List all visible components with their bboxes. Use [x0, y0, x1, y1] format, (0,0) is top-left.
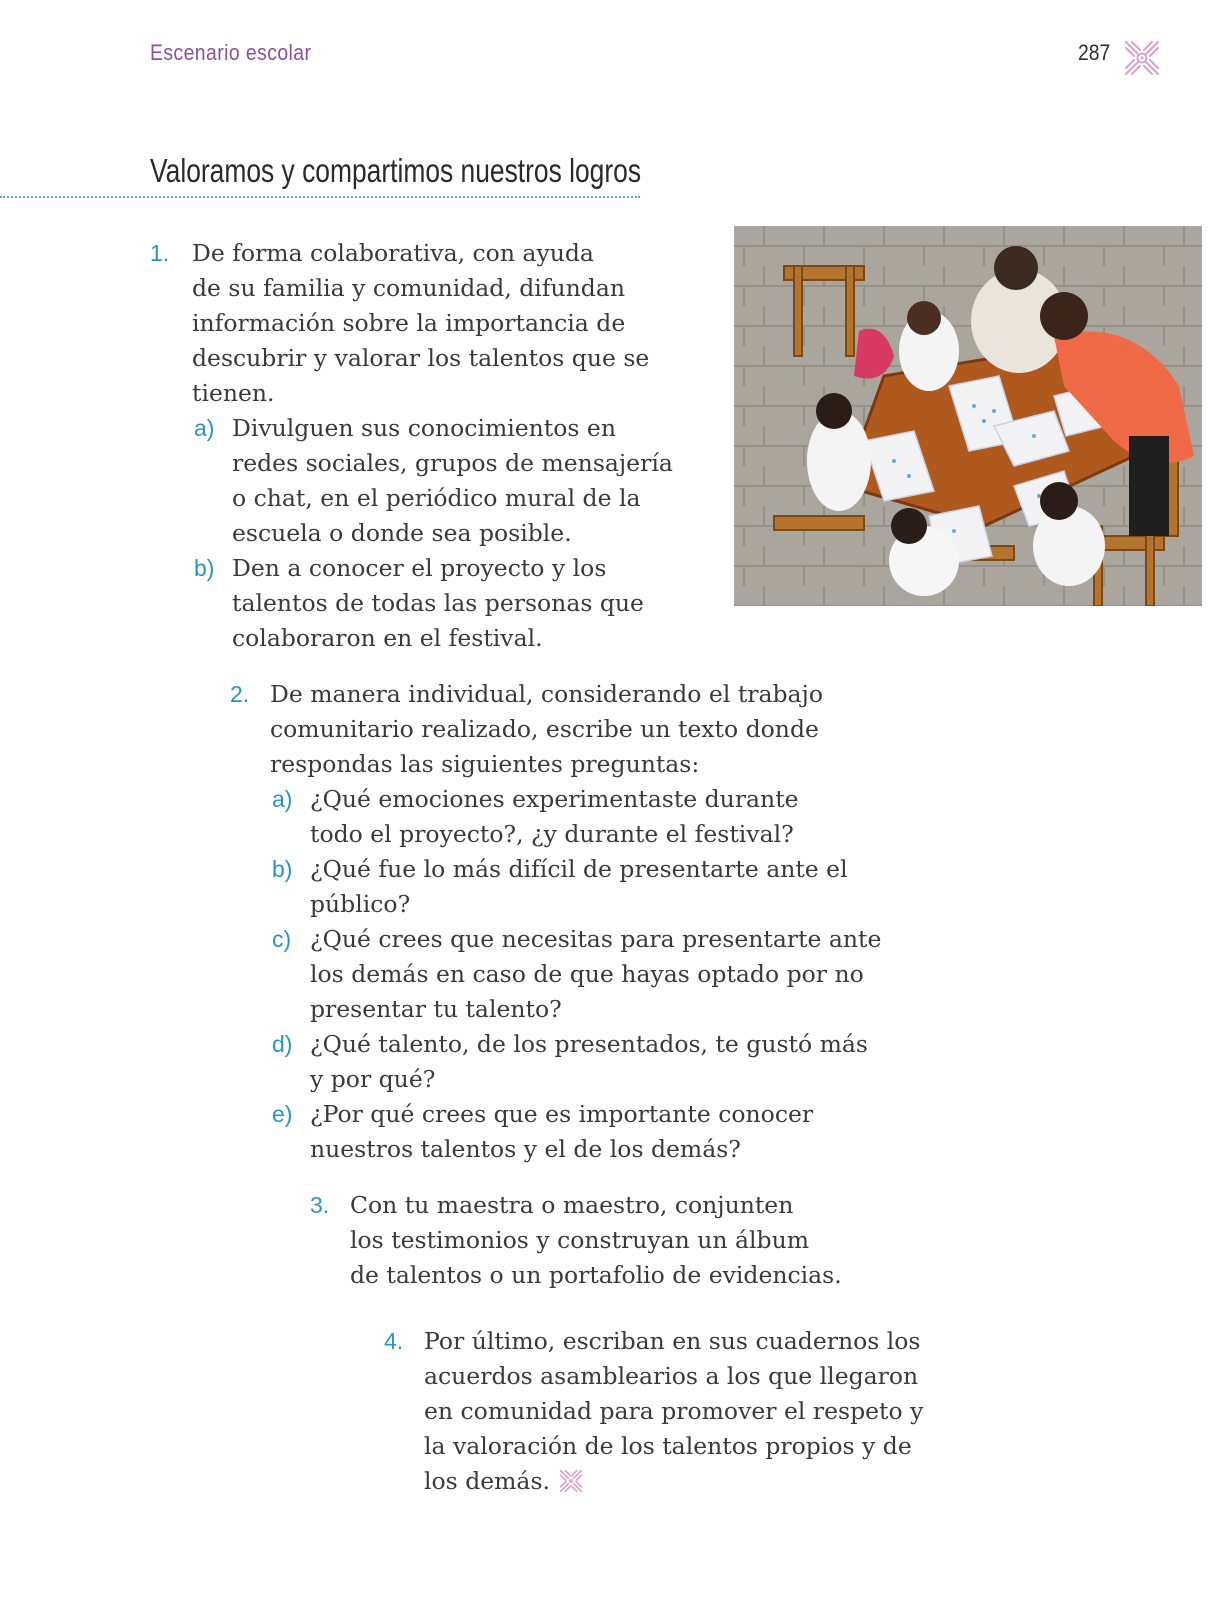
subitem-text-line: Divulguen sus conocimientos en: [232, 414, 616, 442]
page-number: 287: [1078, 40, 1111, 65]
title-divider: [0, 196, 640, 198]
section-name: Escenario escolar: [150, 40, 312, 65]
subitem-letter: a): [272, 786, 293, 812]
subitem-letter: b): [272, 856, 293, 882]
item-text-line: De manera individual, considerando el trabajo: [270, 680, 823, 708]
subitem-text-line: ¿Por qué crees que es importante conocer: [310, 1100, 814, 1128]
subitem-letter: a): [194, 415, 215, 441]
subitem-text-line: ¿Qué crees que necesitas para presentarte ante: [310, 925, 882, 953]
section-title: Valoramos y compartimos nuestros logros: [150, 152, 642, 189]
subitem-text-line: y por qué?: [310, 1065, 436, 1093]
item-number: 2.: [230, 681, 250, 707]
subitem-text-line: ¿Qué emociones experimentaste durante: [310, 785, 799, 813]
item-number: 4.: [384, 1328, 404, 1354]
subitem-letter: d): [272, 1031, 293, 1057]
subitem-text-line: redes sociales, grupos de mensajería: [232, 449, 673, 477]
subitem-text-line: presentar tu talento?: [310, 995, 562, 1023]
subitem-text-line: Den a conocer el proyecto y los: [232, 554, 607, 582]
item-text-line: tienen.: [192, 379, 275, 407]
subitem-letter: b): [194, 555, 215, 581]
item-text-line: de talentos o un portafolio de evidencias.: [350, 1261, 842, 1289]
subitem-text-line: todo el proyecto?, ¿y durante el festival?: [310, 820, 794, 848]
item-text-line: los testimonios y construyan un álbum: [350, 1226, 810, 1254]
subitem-text-line: nuestros talentos y el de los demás?: [310, 1135, 741, 1163]
item-text-line: respondas las siguientes preguntas:: [270, 750, 700, 778]
item-text-line: descubrir y valorar los talentos que se: [192, 344, 650, 372]
cross-flower-icon: [1122, 38, 1162, 78]
subitem-letter: e): [272, 1101, 293, 1127]
subitem-text-line: los demás en caso de que hayas optado por no: [310, 960, 864, 988]
subitem-text-line: o chat, en el periódico mural de la: [232, 484, 641, 512]
item-text-line: acuerdos asamblearios a los que llegaron: [424, 1362, 919, 1390]
subitem-text-line: colaboraron en el festival.: [232, 624, 543, 652]
subitem-text-line: ¿Qué fue lo más difícil de presentarte ante el: [310, 855, 848, 883]
item-text-line: la valoración de los talentos propios y de: [424, 1432, 912, 1460]
item-text-line: De forma colaborativa, con ayuda: [192, 239, 594, 267]
subitem-text-line: talentos de todas las personas que: [232, 589, 644, 617]
cross-flower-icon: [558, 1468, 584, 1494]
item-text-line: los demás.: [424, 1467, 550, 1495]
subitem-text-line: ¿Qué talento, de los presentados, te gustó más: [310, 1030, 868, 1058]
subitem-text-line: escuela o donde sea posible.: [232, 519, 572, 547]
item-number: 3.: [310, 1192, 330, 1218]
item-text-last-line: [424, 1464, 584, 1499]
item-text-line: comunitario realizado, escribe un texto donde: [270, 715, 819, 743]
item-text-line: información sobre la importancia de: [192, 309, 626, 337]
item-text-line: en comunidad para promover el respeto y: [424, 1397, 924, 1425]
classroom-photo: [734, 226, 1202, 606]
item-text-line: Por último, escriban en sus cuadernos los: [424, 1327, 921, 1355]
item-text-line: de su familia y comunidad, difundan: [192, 274, 625, 302]
subitem-text-line: público?: [310, 890, 411, 918]
item-text-line: Con tu maestra o maestro, conjunten: [350, 1191, 794, 1219]
item-number: 1.: [150, 240, 170, 266]
subitem-letter: c): [272, 926, 292, 952]
